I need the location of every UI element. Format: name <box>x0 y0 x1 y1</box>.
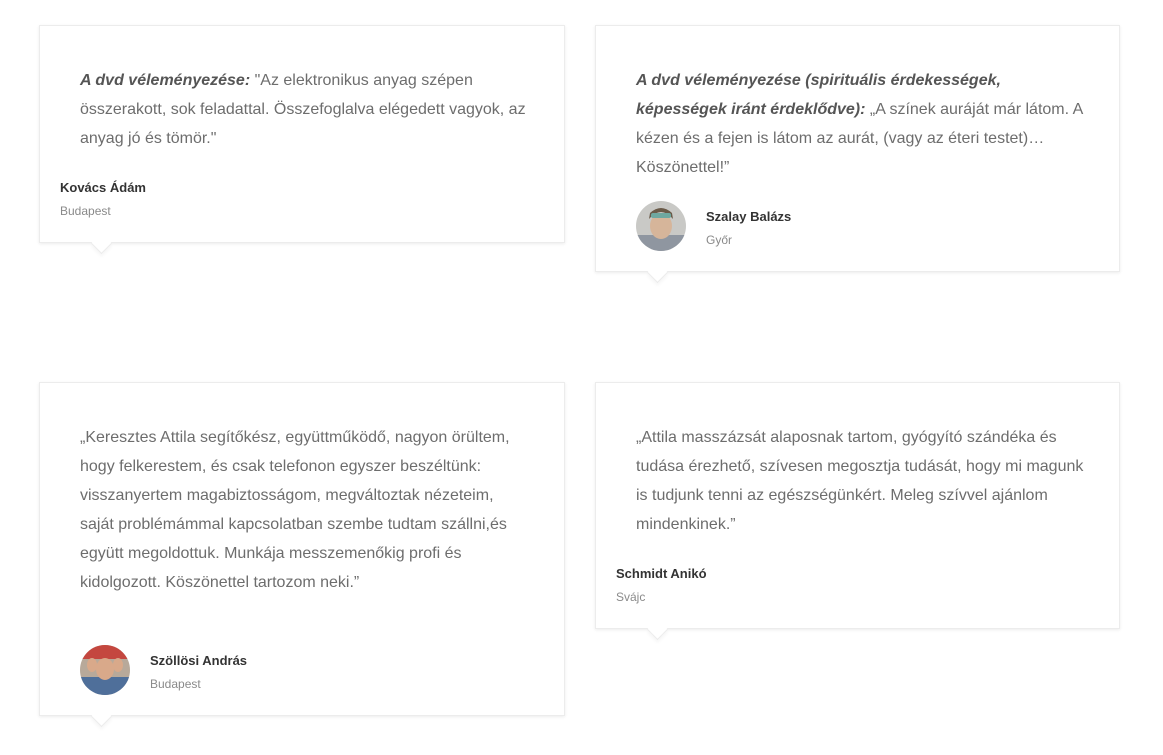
testimonial-card <box>39 25 565 243</box>
testimonial-author: Kovács Ádám <box>60 180 146 195</box>
testimonial-city: Svájc <box>616 590 646 604</box>
testimonial-quote <box>80 66 530 153</box>
testimonial-card <box>595 25 1120 272</box>
testimonial-quote <box>636 423 1086 539</box>
testimonial-city: Budapest <box>60 204 111 218</box>
testimonial-author: Szöllösi András <box>150 653 248 668</box>
testimonial-text: „Attila masszázsát alaposnak tartom, gyógyító szándéka és tudása érezhető, szívesen megosztja tudását, hogy mi magunk is tudjunk tenni az egészségünkért. Meleg szívvel ajánlom mindenkinek.” <box>636 429 1084 533</box>
testimonial-text: „Keresztes Attila segítőkész, együttműködő, nagyon örültem, hogy felkerestem, és csak telefonon egyszer beszéltünk: visszanyertem magabiztosságom, megváltoztak nézeteim, saját problémámmal kapcsolatban szembe tudtam szállni,és együtt megoldottuk. Munkája messzemenőkig profi és kidolgozott. Köszönettel tartozom neki.” <box>80 429 510 591</box>
avatar <box>80 645 130 695</box>
testimonial-text: „A színek auráját már látom. A kézen és a fejen is látom az aurát, (vagy az éteri testet)… Köszönettel!” <box>636 101 1083 176</box>
testimonial-author: Schmidt Anikó <box>616 566 707 581</box>
avatar <box>636 201 686 251</box>
testimonial-city: Budapest <box>150 677 201 691</box>
testimonial-text: "Az elektronikus anyag szépen összerakott, sok feladattal. Összefoglalva elégedett vagyok, az anyag jó és tömör." <box>80 72 526 147</box>
testimonial-lead: A dvd véleményezése: <box>80 72 251 89</box>
testimonial-lead: A dvd véleményezése (spirituális érdekességek, képességek iránt érdeklődve): <box>636 72 1001 118</box>
testimonial-quote <box>636 66 1086 182</box>
testimonial-quote <box>80 423 530 597</box>
testimonial-card <box>39 382 565 716</box>
testimonial-city: Győr <box>706 233 733 247</box>
testimonial-card <box>595 382 1120 629</box>
testimonial-author: Szalay Balázs <box>706 209 792 224</box>
